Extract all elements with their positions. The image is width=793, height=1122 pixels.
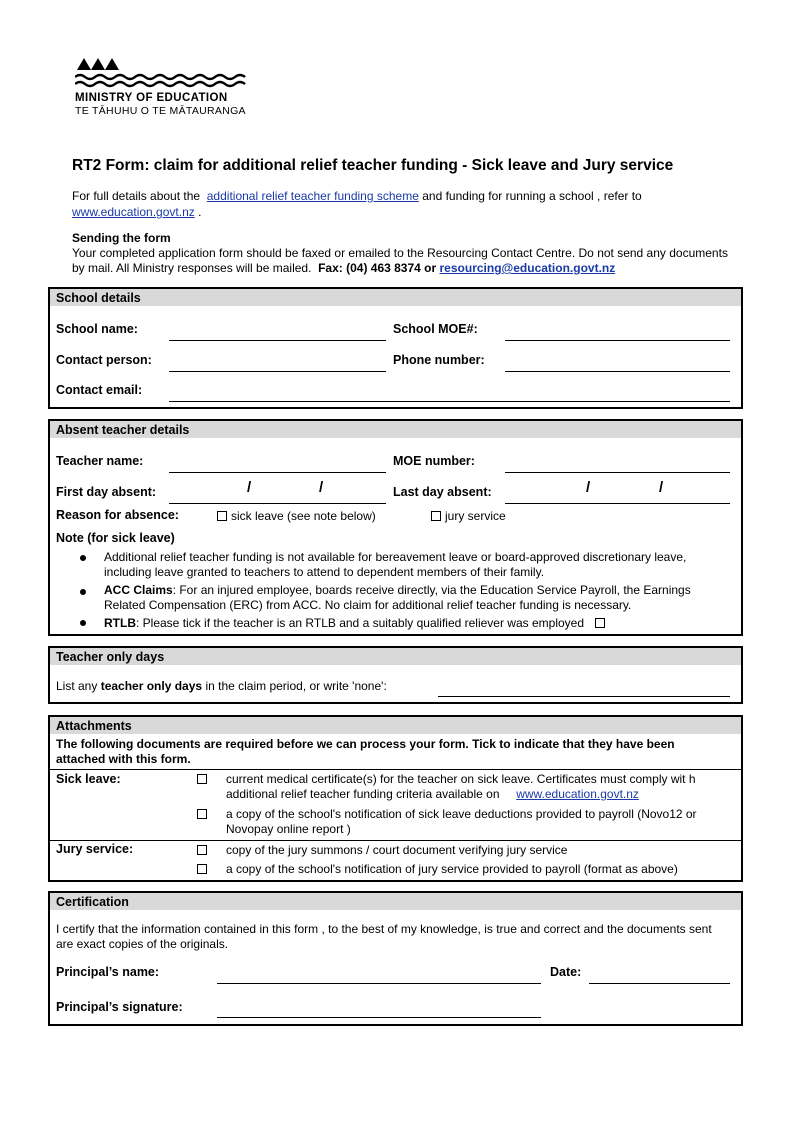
sick-leave-option[interactable]: sick leave (see note below) <box>217 509 376 523</box>
certification-text: I certify that the information contained in this form , to the best of my knowledge, is true and correct and the documents sent are exact copies of the originals. <box>56 922 712 951</box>
teacher-name-field[interactable] <box>169 472 386 473</box>
first-day-label: First day absent: <box>56 485 157 499</box>
note-acc-claims: ACC Claims: For an injured employee, boards receive directly, via the Education Service Payroll, the Earnings Related Compensation (ERC) from ACC. No claim for additional relief teacher funding is necessary. <box>104 583 691 612</box>
ministry-logo-icon <box>75 56 247 90</box>
ministry-logo <box>75 56 250 117</box>
certification-header: Certification <box>50 893 741 911</box>
jury-notification-item: a copy of the school's notification of jury service provided to payroll (format as above) <box>226 862 678 876</box>
contact-email-field[interactable] <box>169 401 730 402</box>
jury-notification-checkbox[interactable] <box>197 864 207 874</box>
date-separator: / <box>586 479 591 496</box>
scheme-link[interactable]: additional relief teacher funding scheme <box>206 189 419 203</box>
note-rtlb: RTLB: Please tick if the teacher is an RTLB and a suitably qualified reliever was employed <box>104 616 729 631</box>
school-details-section <box>48 287 743 409</box>
principal-name-label: Principal’s name: <box>56 965 160 979</box>
teacher-only-days-section <box>48 646 743 704</box>
note-heading: Note (for sick leave) <box>56 531 175 545</box>
jury-service-attachments-label: Jury service: <box>56 842 134 856</box>
rtlb-checkbox[interactable] <box>595 618 605 628</box>
sick-leave-notification-item: a copy of the school's notification of sick leave deductions provided to payroll (Novo12 or Novopay online report ) <box>226 807 697 836</box>
last-day-field[interactable] <box>505 503 730 504</box>
reason-label: Reason for absence: <box>56 508 179 522</box>
jury-summons-item: copy of the jury summons / court document verifying jury service <box>226 843 568 857</box>
sick-leave-checkbox[interactable] <box>217 511 227 521</box>
moe-number-label: MOE number: <box>393 454 475 468</box>
jury-summons-checkbox[interactable] <box>197 845 207 855</box>
teacher-only-days-field[interactable] <box>438 696 730 697</box>
moe-number-field[interactable] <box>505 472 730 473</box>
education-website-link[interactable]: www.education.govt.nz <box>72 205 195 219</box>
absent-teacher-header: Absent teacher details <box>50 421 741 439</box>
sending-text: Your completed application form should be faxed or emailed to the Resourcing Contact Centre. Do not send any documents by mail. All Ministry responses will be mailed. Fax: (04) 463 8374 or resourcing@education.govt.nz <box>72 246 728 275</box>
fax-number: Fax: (04) 463 8374 <box>318 261 421 275</box>
resourcing-email-link[interactable]: resourcing@education.govt.nz <box>439 261 616 275</box>
bullet-icon <box>80 589 86 595</box>
note-bereavement: Additional relief teacher funding is not available for bereavement leave or board-approved discretionary leave, including leave granted to teachers to attend to dependent members of their family. <box>104 550 687 579</box>
last-day-label: Last day absent: <box>393 485 492 499</box>
attachments-instruction: The following documents are required before we can process your form. Tick to indicate that they have been attached with this form. <box>56 737 675 766</box>
school-name-field[interactable] <box>169 340 386 341</box>
sending-heading: Sending the form <box>72 231 171 245</box>
date-label: Date: <box>550 965 582 979</box>
medical-certificate-item: current medical certificate(s) for the teacher on sick leave. Certificates must comply wit h additional relief teacher funding criteria available on www.education.govt.nz <box>226 772 696 801</box>
attachments-section <box>48 715 743 882</box>
teacher-only-days-label: List any teacher only days in the claim period, or write 'none': <box>56 679 387 693</box>
attachments-header: Attachments <box>50 717 741 735</box>
contact-person-label: Contact person: <box>56 353 152 367</box>
date-field[interactable] <box>589 983 730 984</box>
phone-number-field[interactable] <box>505 371 730 372</box>
sick-leave-notification-checkbox[interactable] <box>197 809 207 819</box>
school-name-label: School name: <box>56 322 138 336</box>
first-day-field[interactable] <box>169 503 386 504</box>
absent-teacher-section <box>48 419 743 636</box>
date-separator: / <box>659 479 664 496</box>
school-moe-label: School MOE#: <box>393 322 478 336</box>
divider <box>50 769 741 770</box>
teacher-name-label: Teacher name: <box>56 454 144 468</box>
date-separator: / <box>247 479 252 496</box>
jury-service-option[interactable]: jury service <box>431 509 506 523</box>
sick-leave-attachments-label: Sick leave: <box>56 772 121 786</box>
teacher-only-days-header: Teacher only days <box>50 648 741 666</box>
school-details-header: School details <box>50 289 741 307</box>
logo-maori-name: TE TĀHUHU O TE MĀTAURANGA <box>75 105 246 117</box>
principal-signature-field[interactable] <box>217 1017 541 1018</box>
criteria-website-link[interactable]: www.education.govt.nz <box>516 787 639 801</box>
intro-text: For full details about the additional relief teacher funding scheme and funding for running a school , refer to www.education.govt.nz . <box>72 189 642 219</box>
certification-section <box>48 891 743 1026</box>
page-title: RT2 Form: claim for additional relief teacher funding - Sick leave and Jury service <box>72 157 674 174</box>
principal-signature-label: Principal’s signature: <box>56 1000 183 1014</box>
phone-number-label: Phone number: <box>393 353 485 367</box>
contact-person-field[interactable] <box>169 371 386 372</box>
logo-name: MINISTRY OF EDUCATION <box>75 92 228 104</box>
jury-service-checkbox[interactable] <box>431 511 441 521</box>
divider <box>50 840 741 841</box>
principal-name-field[interactable] <box>217 983 541 984</box>
date-separator: / <box>319 479 324 496</box>
medical-certificate-checkbox[interactable] <box>197 774 207 784</box>
bullet-icon <box>80 620 86 626</box>
contact-email-label: Contact email: <box>56 383 143 397</box>
school-moe-field[interactable] <box>505 340 730 341</box>
bullet-icon <box>80 555 86 561</box>
